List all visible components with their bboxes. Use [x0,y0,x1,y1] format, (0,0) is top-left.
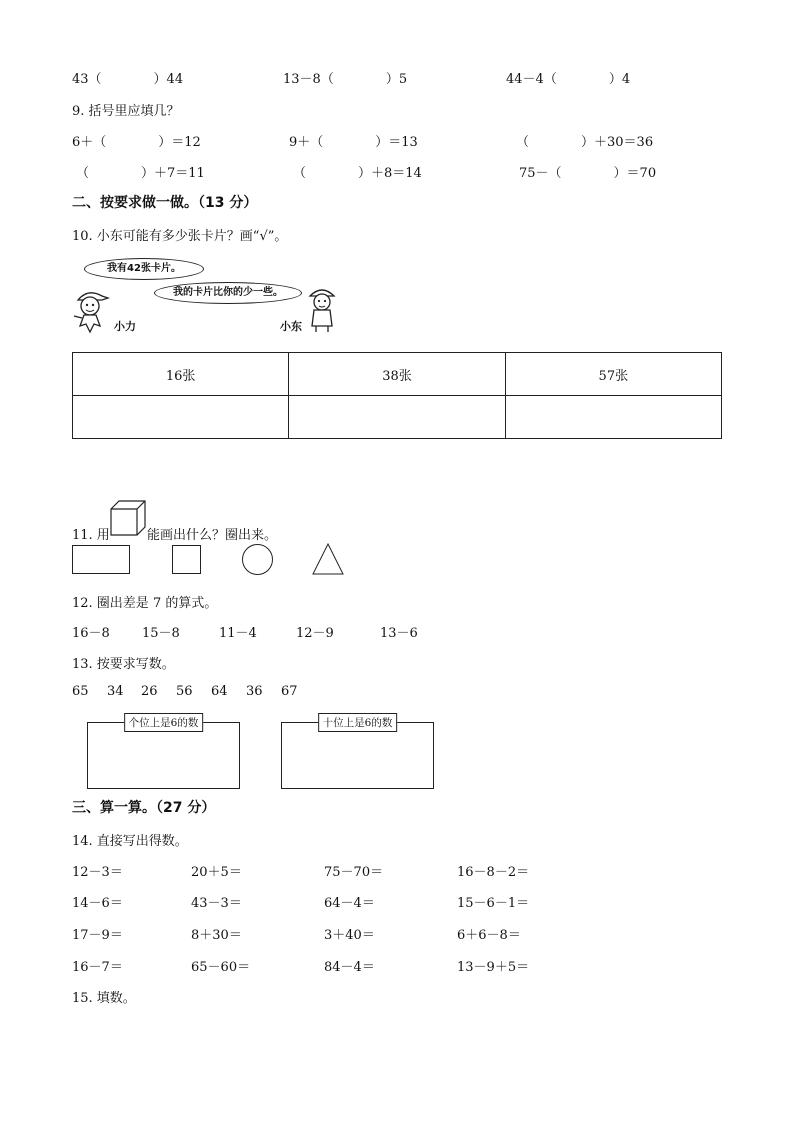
card-options-table [72,352,722,439]
q13-number[interactable]: 67 [281,684,298,699]
calc-item: 15－6－1＝ [457,896,530,911]
q10-title: 10. 小东可能有多少张卡片？画“√”。 [72,229,288,244]
q14-title: 14. 直接写出得数。 [72,834,188,849]
q15-title: 15. 填数。 [72,991,136,1006]
calc-item: 3＋40＝ [324,928,375,943]
square-shape[interactable] [172,545,201,574]
calc-item: 64－4＝ [324,896,375,911]
name-xiaoli: 小力 [114,320,136,333]
triangle-shape[interactable] [312,543,344,575]
q9-item-5: （ ）＋8＝14 [293,166,422,181]
q12-expr[interactable]: 13－6 [380,626,418,641]
calc-item: 6＋6－8＝ [457,928,521,943]
q12-expr[interactable]: 15－8 [142,626,180,641]
q12-title: 12. 圈出差是 7 的算式。 [72,596,218,611]
calc-item: 8＋30＝ [191,928,242,943]
bubble-text-1: 我有42张卡片。 [107,263,181,274]
q13-number[interactable]: 34 [107,684,124,699]
option-38: 38张 [289,353,505,396]
calc-item: 16－8－2＝ [457,865,530,880]
speech-bubble-xiaoli [84,258,204,280]
q13-number[interactable]: 56 [176,684,193,699]
answer-box-ones-6[interactable] [87,717,240,789]
q11-prefix: 11. 用 [72,528,110,543]
q12-expr[interactable]: 16－8 [72,626,110,641]
calc-item: 13－9＋5＝ [457,960,530,975]
boy-xiaodong-illustration [304,284,340,334]
q8-item-1: 43（ ）44 [72,72,184,87]
q8-item-2: 13－8（ ）5 [283,72,408,87]
answer-cell-16[interactable] [73,396,289,439]
q13-number[interactable]: 26 [141,684,158,699]
speech-bubble-xiaodong [154,282,302,304]
section-3-heading: 三、算一算。（27 分） [72,800,216,816]
q9-item-6: 75－（ ）＝70 [519,166,657,181]
calc-item: 17－9＝ [72,928,123,943]
table-row [73,353,722,396]
calc-item: 65－60＝ [191,960,251,975]
q9-title: 9. 括号里应填几？ [72,104,180,119]
box-label-ones: 个位上是6的数 [124,713,204,732]
q12-expr[interactable]: 11－4 [219,626,257,641]
option-57: 57张 [505,353,721,396]
q13-number[interactable]: 65 [72,684,89,699]
calc-item: 12－3＝ [72,865,123,880]
table-row [73,396,722,439]
section-2-heading: 二、按要求做一做。（13 分） [72,195,258,211]
answer-cell-38[interactable] [289,396,505,439]
q13-number[interactable]: 36 [246,684,263,699]
q8-item-3: 44－4（ ）4 [506,72,631,87]
boy-xiaoli-illustration [72,286,116,334]
answer-cell-57[interactable] [505,396,721,439]
name-xiaodong: 小东 [280,320,302,333]
q13-title: 13. 按要求写数。 [72,657,175,672]
rectangle-shape[interactable] [72,545,130,574]
calc-item: 75－70＝ [324,865,384,880]
cube-icon [108,498,148,538]
calc-item: 43－3＝ [191,896,242,911]
q9-item-2: 9＋（ ）＝13 [289,135,418,150]
option-16: 16张 [73,353,289,396]
circle-shape[interactable] [242,544,273,575]
calc-item: 20＋5＝ [191,865,242,880]
q9-item-1: 6＋（ ）＝12 [72,135,201,150]
calc-item: 14－6＝ [72,896,123,911]
box-label-tens: 十位上是6的数 [318,713,398,732]
q12-expr[interactable]: 12－9 [296,626,334,641]
q9-item-4: （ ）＋7＝11 [76,166,205,181]
q11-suffix: 能画出什么？圈出来。 [147,528,278,543]
answer-box-tens-6[interactable] [281,717,434,789]
bubble-text-2: 我的卡片比你的少一些。 [173,287,283,298]
calc-item: 84－4＝ [324,960,375,975]
q9-item-3: （ ）＋30＝36 [516,135,654,150]
q13-number[interactable]: 64 [211,684,228,699]
calc-item: 16－7＝ [72,960,123,975]
